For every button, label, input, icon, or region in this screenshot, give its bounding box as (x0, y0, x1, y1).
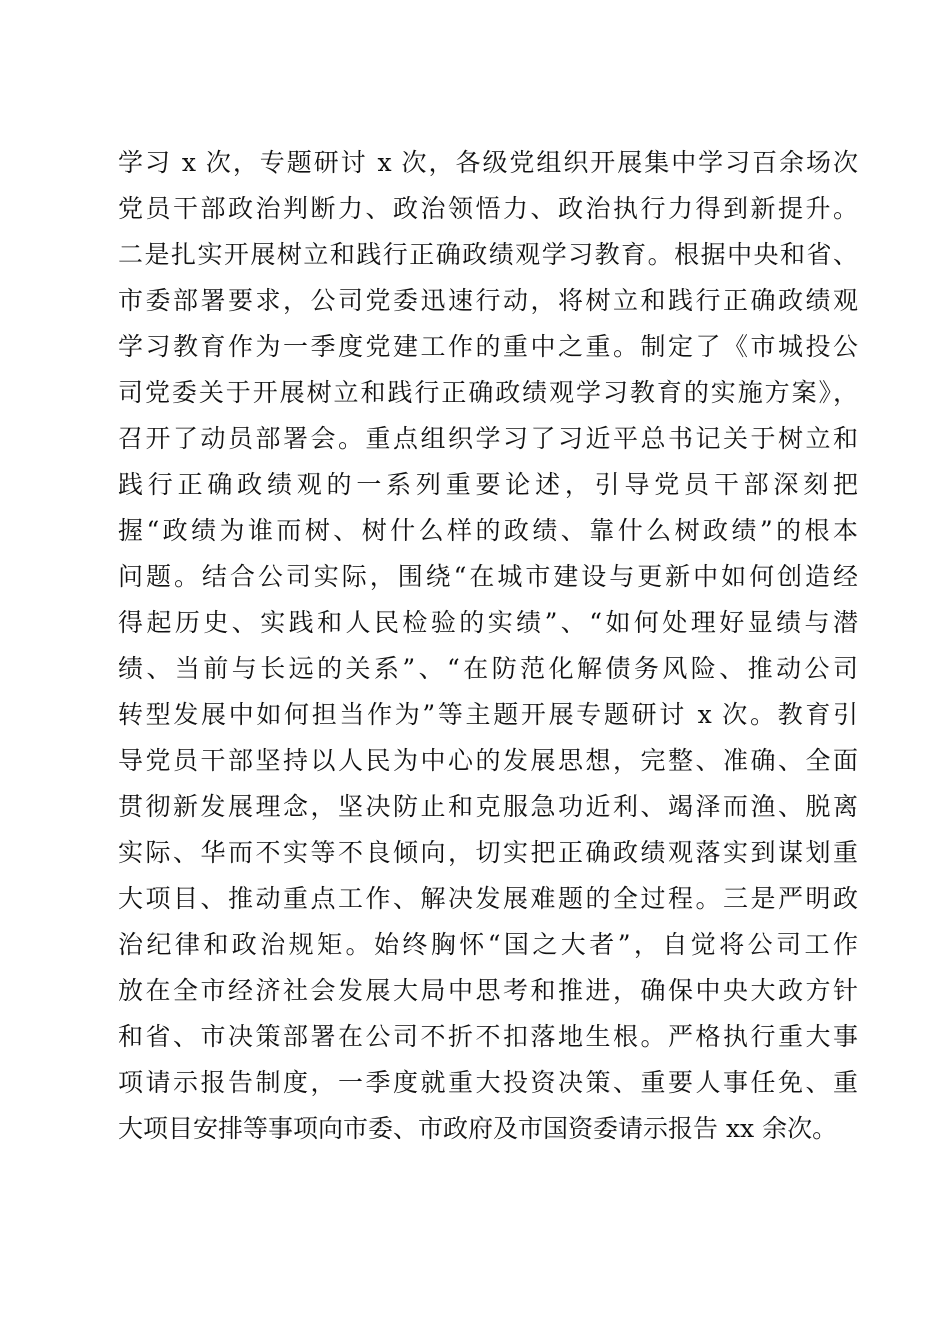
text-line: 实际、华而不实等不良倾向，切实把正确政绩观落实到谋划重 (118, 838, 858, 867)
text-line: 项请示报告制度，一季度就重大投资决策、重要人事任免、重 (118, 1068, 858, 1097)
text-line: 握“政绩为谁而树、树什么样的政绩、靠什么树政绩”的根本 (118, 516, 858, 545)
text-line: 党员干部政治判断力、政治领悟力、政治执行力得到新提升。 (118, 194, 858, 223)
text-line: 司党委关于开展树立和践行正确政绩观学习教育的实施方案》， (118, 378, 858, 407)
text-line: 市委部署要求，公司党委迅速行动，将树立和践行正确政绩观 (118, 286, 858, 315)
text-line: 大项目、推动重点工作、解决发展难题的全过程。三是严明政 (118, 884, 858, 913)
text-line: 治纪律和政治规矩。始终胸怀“国之大者”，自觉将公司工作 (118, 930, 858, 959)
text-line: 绩、当前与长远的关系”、“在防范化解债务风险、推动公司 (118, 654, 858, 683)
text-line: 践行正确政绩观的一系列重要论述，引导党员干部深刻把 (118, 470, 858, 499)
text-line: 和省、市决策部署在公司不折不扣落地生根。严格执行重大事 (118, 1022, 858, 1051)
text-line: 贯彻新发展理念，坚决防止和克服急功近利、竭泽而渔、脱离 (118, 792, 858, 821)
text-line: 二是扎实开展树立和践行正确政绩观学习教育。根据中央和省、 (118, 240, 858, 269)
text-line: 学习 x 次，专题研讨 x 次，各级党组织开展集中学习百余场次 (118, 148, 858, 177)
text-line: 大项目安排等事项向市委、市政府及市国资委请示报告 xx 余次。 (118, 1114, 838, 1143)
body-paragraph (118, 140, 858, 1152)
text-line: 学习教育作为一季度党建工作的重中之重。制定了《市城投公 (118, 332, 858, 361)
text-line: 问题。结合公司实际，围绕“在城市建设与更新中如何创造经 (118, 562, 858, 591)
text-line: 转型发展中如何担当作为”等主题开展专题研讨 x 次。教育引 (118, 700, 858, 729)
text-line: 得起历史、实践和人民检验的实绩”、“如何处理好显绩与潜 (118, 608, 858, 637)
text-line: 召开了动员部署会。重点组织学习了习近平总书记关于树立和 (118, 424, 858, 453)
text-line: 导党员干部坚持以人民为中心的发展思想，完整、准确、全面 (118, 746, 858, 775)
text-line: 放在全市经济社会发展大局中思考和推进，确保中央大政方针 (118, 976, 858, 1005)
